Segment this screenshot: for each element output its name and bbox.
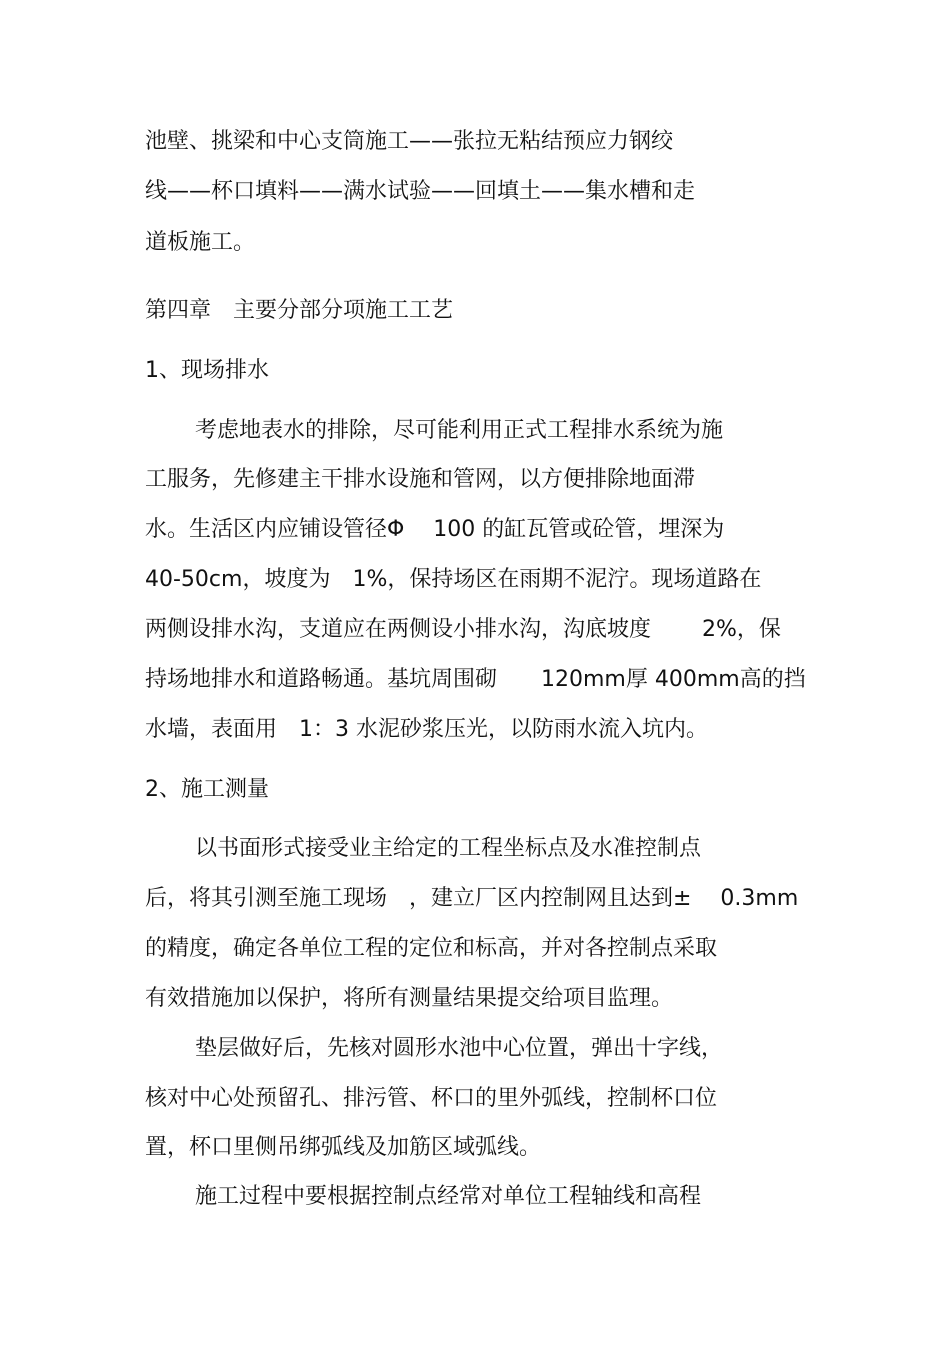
text-line: 工服务，先修建主干排水设施和管网，以方便排除地面滞 [145, 467, 696, 492]
text-line: 的精度，确定各单位工程的定位和标高，并对各控制点采取 [145, 936, 718, 961]
text-line: 40-50cm，坡度为 1%，保持场区在雨期不泥泞。现场道路在 [145, 567, 762, 592]
text-line: 道板施工。 [145, 230, 256, 255]
text-line: 施工过程中要根据控制点经常对单位工程轴线和高程 [195, 1184, 702, 1209]
text-line: 持场地排水和道路畅通。基坑周围砌 120mm厚 400mm高的挡 [145, 667, 806, 692]
text-line: 池壁、挑梁和中心支筒施工——张拉无粘结预应力钢绞 [145, 129, 674, 154]
text-line: 后，将其引测至施工现场 ，建立厂区内控制网且达到± 0.3mm [145, 886, 799, 911]
text-line: 置，杯口里侧吊绑弧线及加筋区域弧线。 [145, 1135, 542, 1160]
section-heading: 2、施工测量 [145, 777, 269, 802]
text-line: 水。生活区内应铺设管径Φ 100 的缸瓦管或砼管，埋深为 [145, 517, 725, 542]
text-line: 线——杯口填料——满水试验——回填土——集水槽和走 [145, 179, 696, 204]
text-line: 垫层做好后，先核对圆形水池中心位置，弹出十字线， [195, 1036, 724, 1061]
text-line: 以书面形式接受业主给定的工程坐标点及水准控制点 [195, 836, 702, 861]
text-line: 考虑地表水的排除，尽可能利用正式工程排水系统为施 [195, 418, 724, 443]
chapter-heading: 第四章 主要分部分项施工工艺 [145, 298, 454, 323]
text-line: 水墙，表面用 1：3 水泥砂浆压光，以防雨水流入坑内。 [145, 717, 708, 742]
text-line: 核对中心处预留孔、排污管、杯口的里外弧线，控制杯口位 [145, 1086, 718, 1111]
section-heading: 1、现场排水 [145, 358, 269, 383]
text-line: 两侧设排水沟，支道应在两侧设小排水沟，沟底坡度 2%，保 [145, 617, 781, 642]
text-line: 有效措施加以保护，将所有测量结果提交给项目监理。 [145, 986, 674, 1011]
